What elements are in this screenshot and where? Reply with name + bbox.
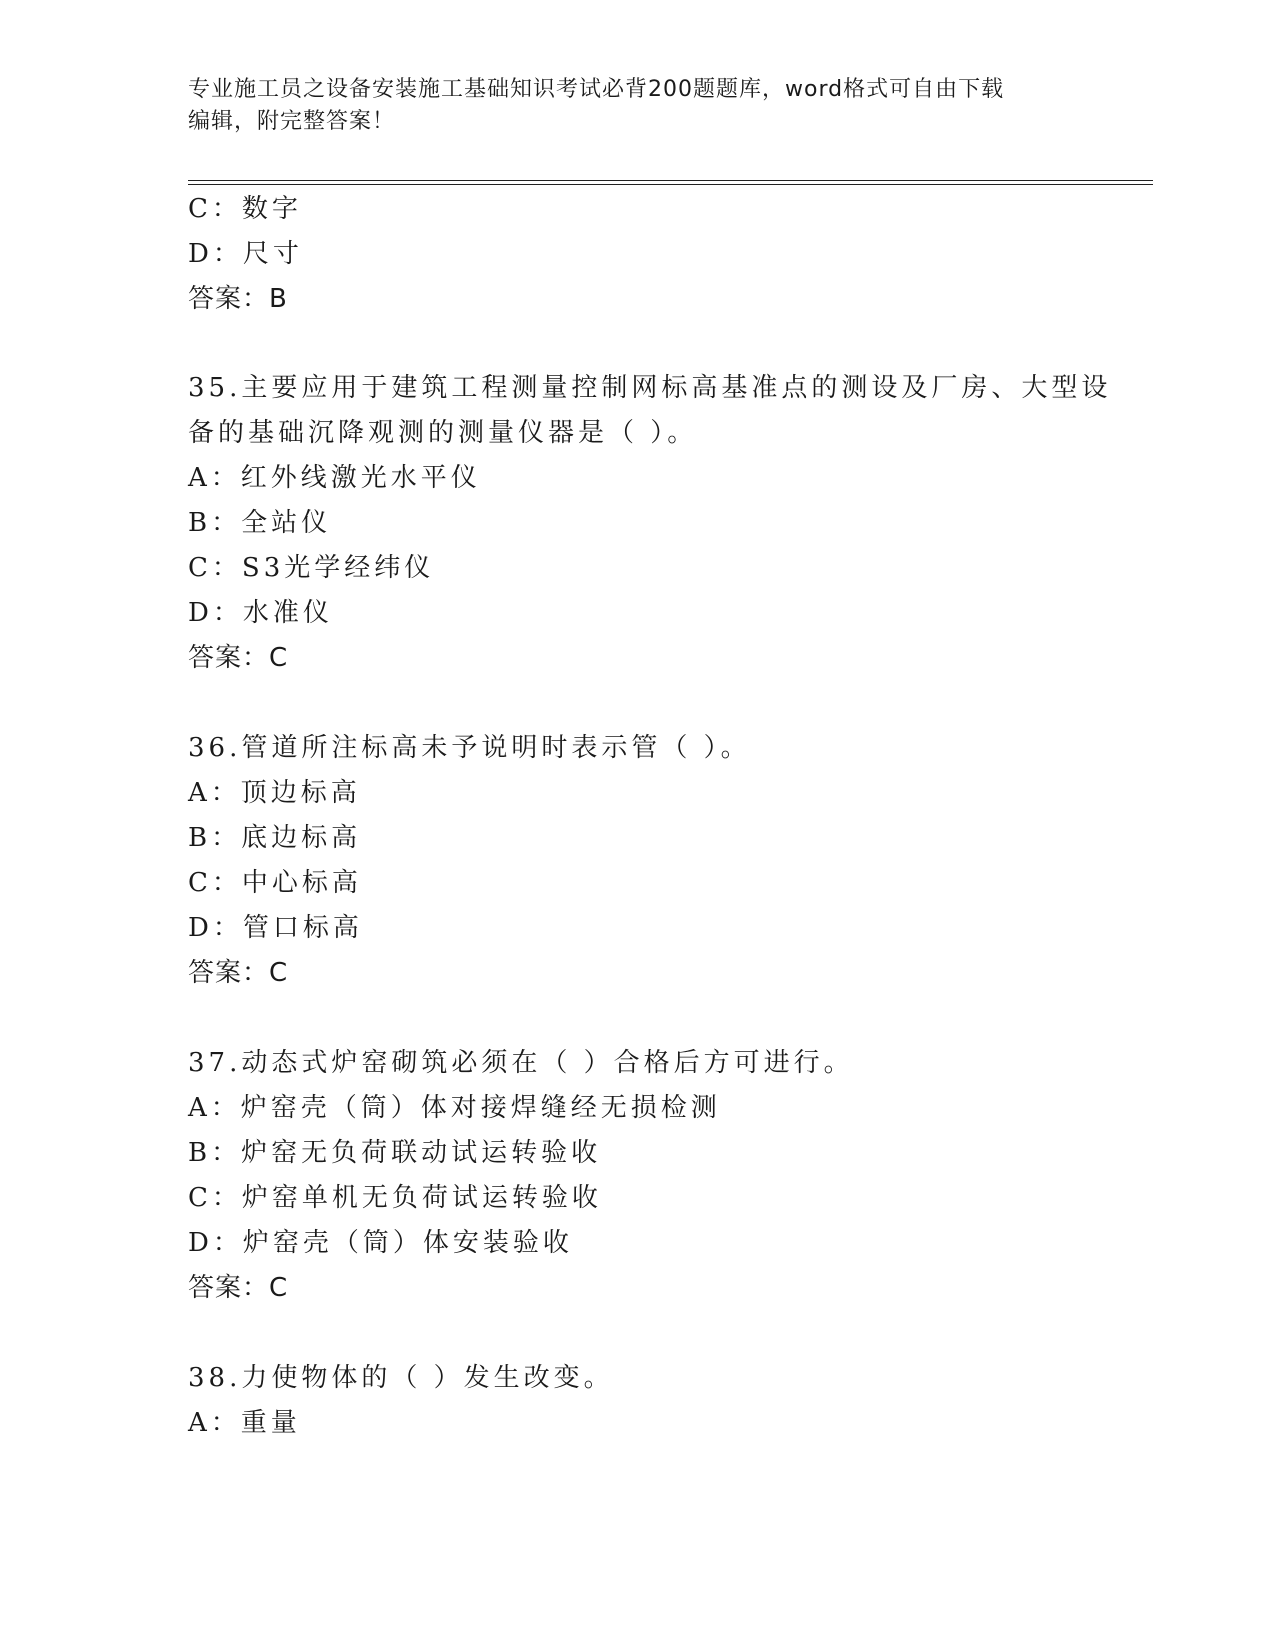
option-line: B：底边标高 <box>188 823 362 853</box>
option-line: C：S3光学经纬仪 <box>188 553 435 583</box>
option-line: C：数字 <box>188 194 302 224</box>
question-line: 36.管道所注标高未予说明时表示管（ ）。 <box>188 733 751 763</box>
option-line: A：红外线激光水平仪 <box>188 463 481 493</box>
option-line: C：中心标高 <box>188 868 362 898</box>
option-line: D：水准仪 <box>188 598 333 628</box>
question-line: 35.主要应用于建筑工程测量控制网标高基准点的测设及厂房、大型设 <box>188 373 1112 403</box>
answer-line: 答案：C <box>188 643 289 673</box>
question-line: 37.动态式炉窑砌筑必须在（ ）合格后方可进行。 <box>188 1048 854 1078</box>
option-line: A：重量 <box>188 1408 301 1438</box>
option-line: D：炉窑壳（筒）体安装验收 <box>188 1228 573 1258</box>
header-divider-bottom <box>188 184 1153 185</box>
option-line: A：炉窑壳（筒）体对接焊缝经无损检测 <box>188 1093 721 1123</box>
question-line: 备的基础沉降观测的测量仪器是（ ）。 <box>188 418 698 448</box>
option-line: C：炉窑单机无负荷试运转验收 <box>188 1183 602 1213</box>
question-line: 38.力使物体的（ ）发生改变。 <box>188 1363 614 1393</box>
document-header <box>188 74 1088 138</box>
header-line-1: 专业施工员之设备安装施工基础知识考试必背200题题库，word格式可自由下载 <box>188 77 1005 102</box>
option-line: D：管口标高 <box>188 913 363 943</box>
answer-line: 答案：B <box>188 284 288 314</box>
option-line: D：尺寸 <box>188 239 303 269</box>
header-line-2: 编辑，附完整答案！ <box>188 109 396 134</box>
option-line: B：炉窑无负荷联动试运转验收 <box>188 1138 602 1168</box>
answer-line: 答案：C <box>188 958 289 988</box>
header-divider-top <box>188 180 1153 181</box>
option-line: B：全站仪 <box>188 508 332 538</box>
answer-line: 答案：C <box>188 1273 289 1303</box>
option-line: A：顶边标高 <box>188 778 361 808</box>
